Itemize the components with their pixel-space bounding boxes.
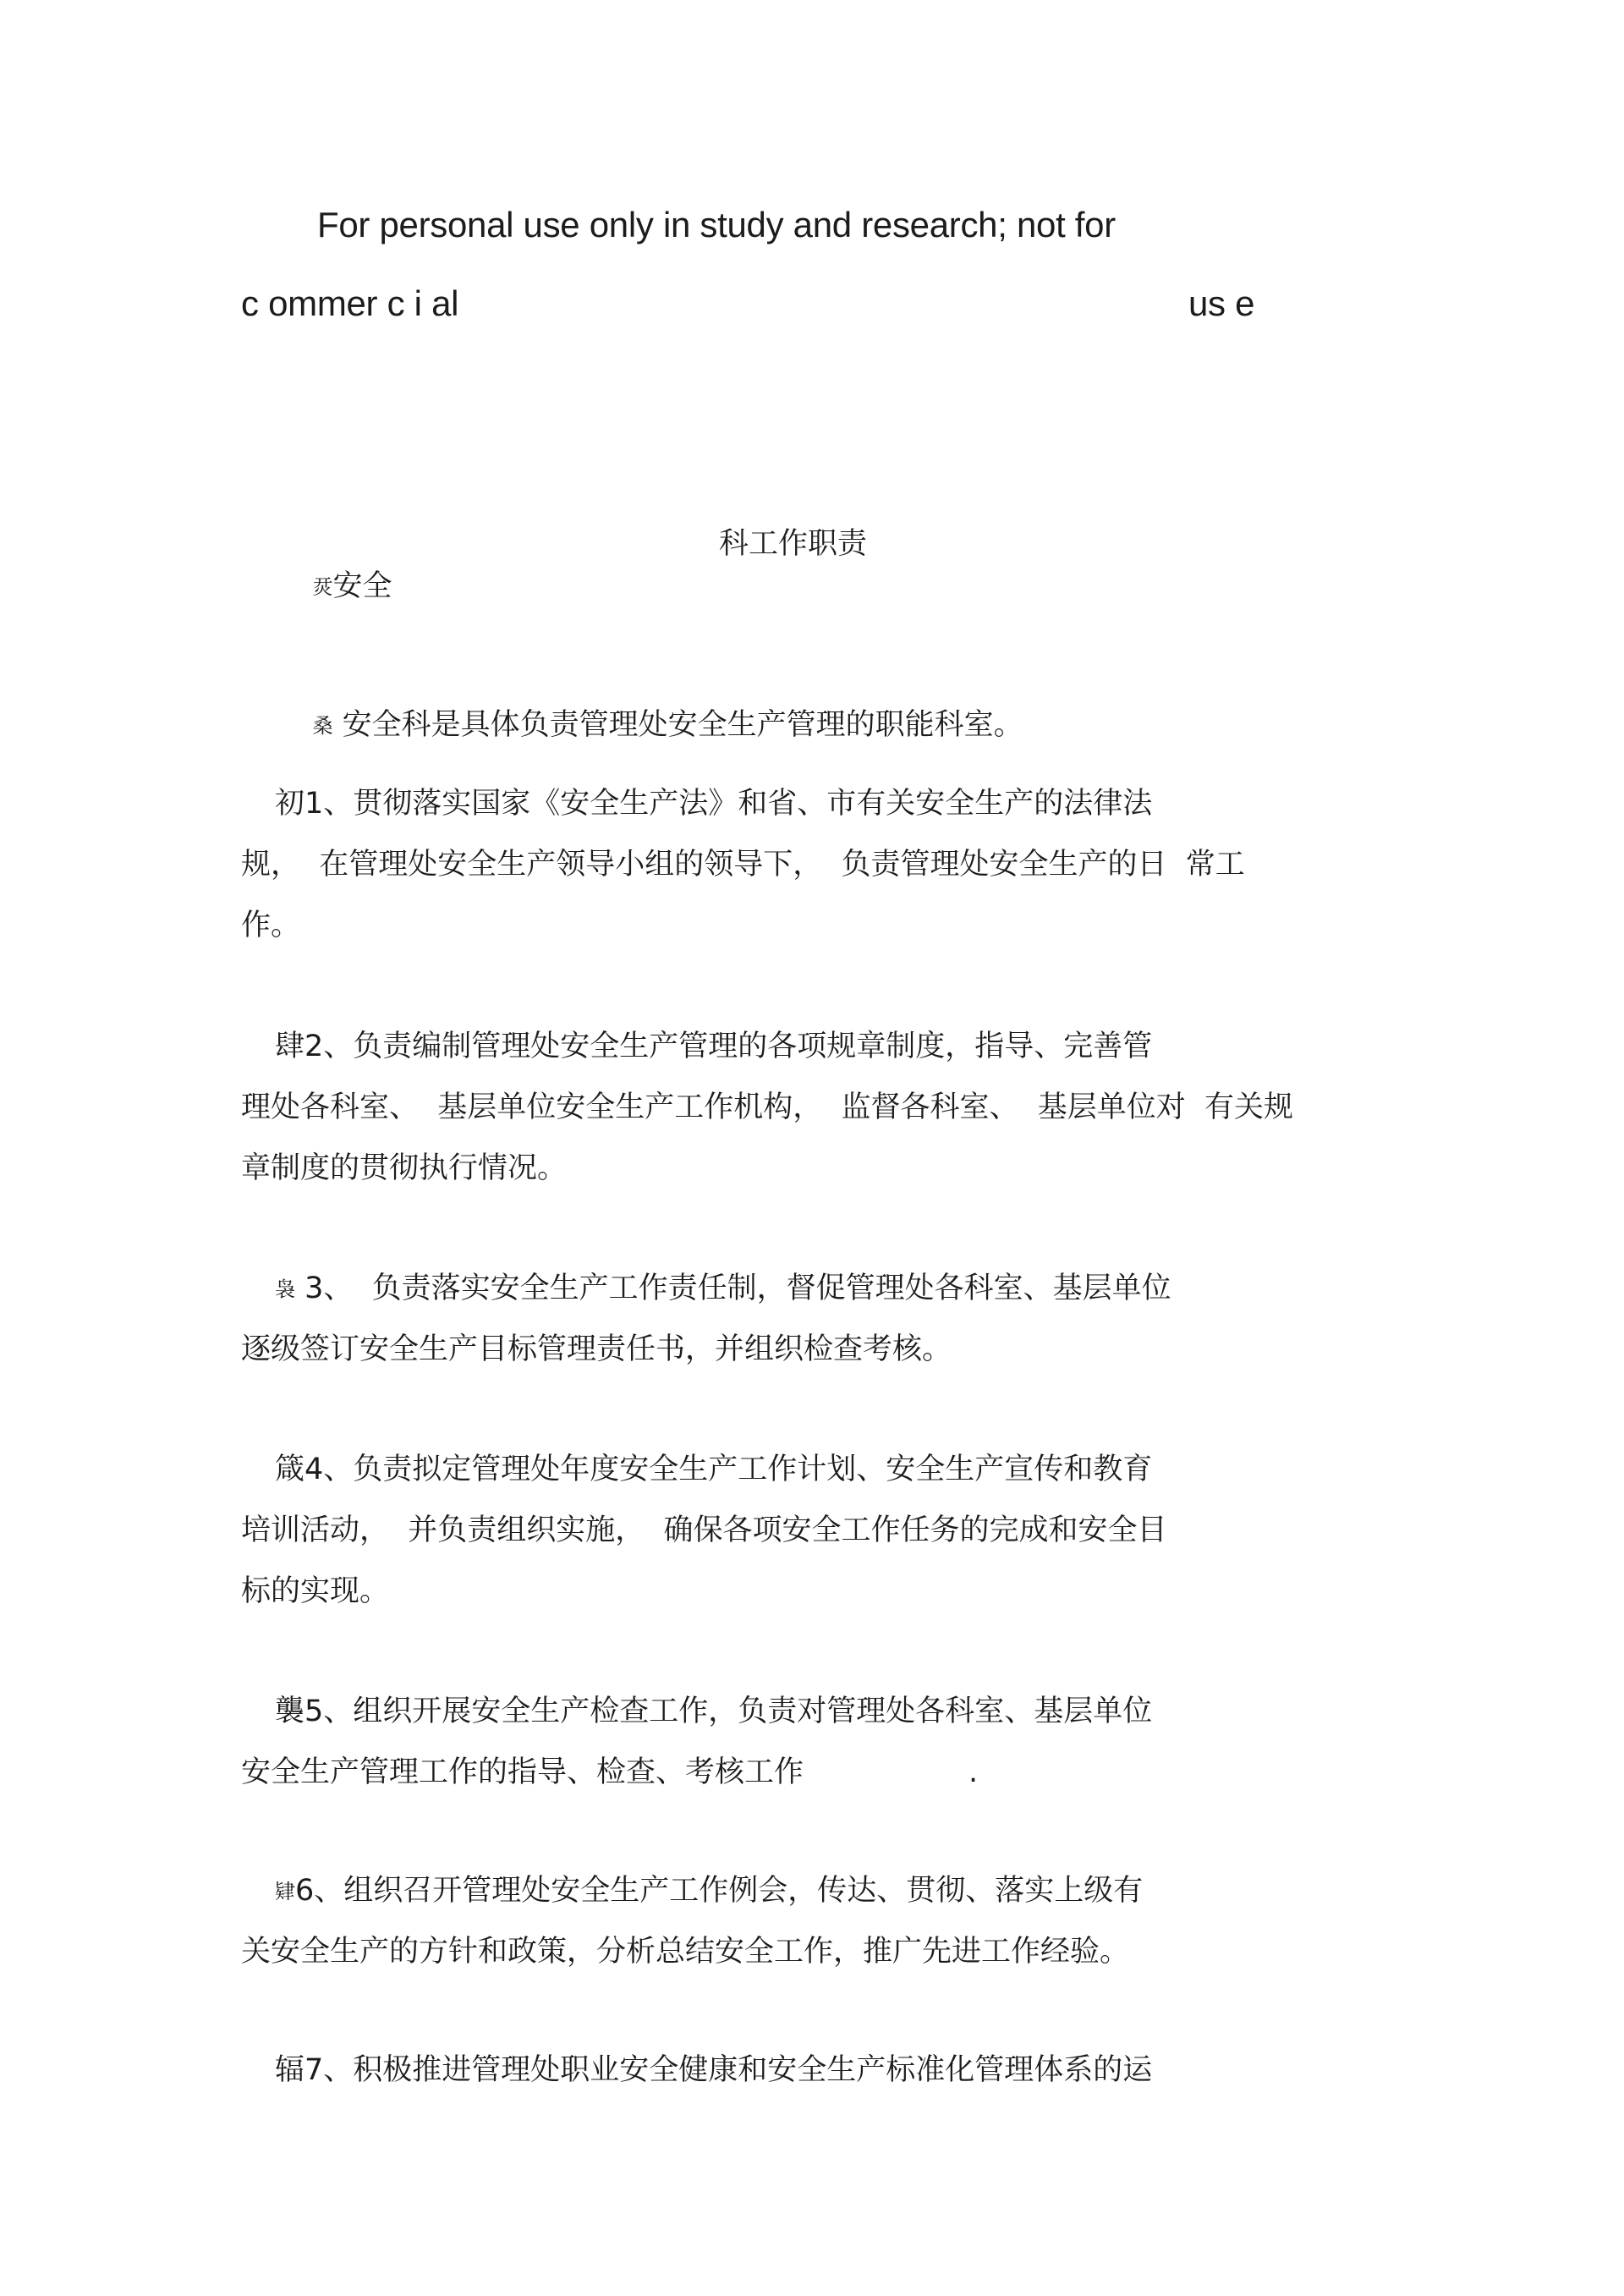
title-left-text: 安全 [332,569,392,603]
duty-item-1-line-3: 作。 [241,909,301,942]
page-title-left [275,523,392,651]
duty-item-3-glyph: 袅 [275,1277,295,1301]
duty-item-5-line-3: . [968,1755,979,1789]
duty-item-7-glyph: 辐 [275,2053,305,2087]
intro-glyph: 桑 [312,714,333,738]
duty-item-5-line-2: 安全生产管理工作的指导、检查、考核工作 [241,1755,804,1789]
intro-text: 安全科是具体负责管理处安全生产管理的职能科室。 [342,708,1023,742]
duty-item-5-line-1: 襲5、组织开展安全生产检查工作，负责对管理处各科室、基层单位 [275,1695,1153,1728]
duty-item-1-line-2: 规， 在管理处安全生产领导小组的领导下， 负责管理处安全生产的日 常工 [241,848,1245,882]
duty-item-6 [241,1870,1442,2039]
duty-item-2-glyph: 肆 [275,1030,305,1063]
duty-item-3-line-2: 逐级签订安全生产目标管理责任书，并组织检查考核。 [241,1332,952,1366]
duty-item-3 [241,1267,1442,1436]
duty-item-2-line-2: 理处各科室、 基层单位安全生产工作机构， 监督各科室、 基层单位对 有关规 [241,1090,1294,1124]
duty-item-2-line-1: 肆2、负责编制管理处安全生产管理的各项规章制度，指导、完善管 [275,1030,1153,1063]
duty-item-1 [241,783,1442,994]
title-glyph: 烎 [312,575,333,599]
duty-item-6-glyph: 肄 [275,1880,295,1903]
duty-item-4 [241,1448,1442,1660]
duty-item-6-line-1: 肄6、组织召开管理处安全生产工作例会，传达、贯彻、落实上级有 [275,1874,1144,1908]
header-notice-line2-right: us e [1188,283,1255,323]
header-notice-line2-left: c ommer c i al [241,283,459,323]
duty-item-6-line-2: 关安全生产的方针和政策，分析总结安全工作，推广先进工作经验。 [241,1935,1130,1969]
duty-item-7-line-1: 辐7、积极推进管理处职业安全健康和安全生产标准化管理体系的运 [275,2053,1153,2087]
duty-item-1-glyph: 初 [275,787,305,821]
duty-item-4-line-2: 培训活动， 并负责组织实施， 确保各项安全工作任务的完成和安全目 [241,1513,1167,1547]
duty-item-4-glyph: 箴 [275,1453,305,1486]
duty-item-7 [241,2049,1442,2176]
duty-item-4-line-1: 箴4、负责拟定管理处年度安全生产工作计划、安全生产宣传和教育 [275,1453,1153,1486]
duty-item-4-line-3: 标的实现。 [241,1574,390,1608]
page-title-right: 科工作职责 [719,527,868,561]
duty-item-5-glyph: 襲 [275,1695,305,1728]
duty-item-3-line-1: 袅 3、 负责落实安全生产工作责任制，督促管理处各科室、基层单位 [275,1272,1171,1305]
duty-item-1-line-1: 初1、贯彻落实国家《安全生产法》和省、市有关安全生产的法律法 [275,787,1153,821]
intro-paragraph [275,662,1023,789]
duty-item-2 [241,1025,1442,1237]
duty-item-2-line-3: 章制度的贯彻执行情况。 [241,1151,568,1185]
header-notice-line1: For personal use only in study and research; not for [317,205,1116,244]
